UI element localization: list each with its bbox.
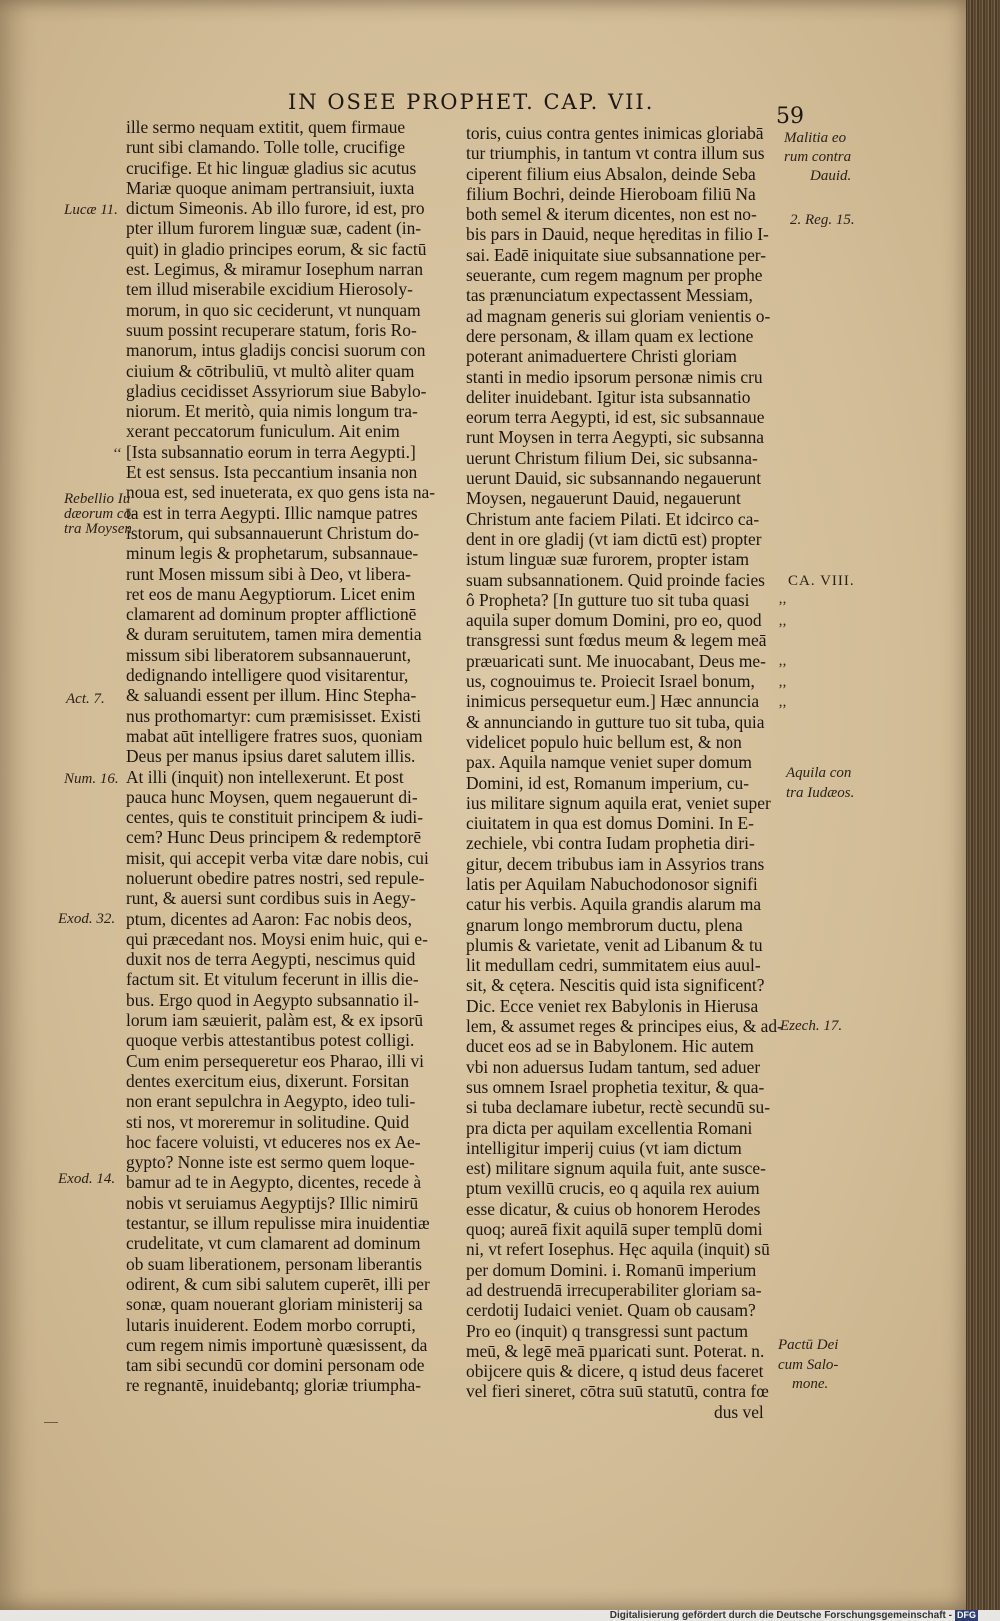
margin-note-line: Pactū Dei (778, 1337, 839, 1353)
text-line: runt Moysen in terra Aegypti, sic subsanna (466, 427, 765, 448)
text-line: gypto? Nonne iste est sermo quem loque- (126, 1152, 415, 1173)
text-line: qui præcedant nos. Moysi enim huic, qui e- (126, 928, 428, 949)
margin-note-aquila (786, 766, 854, 801)
text-line: niorum. Et meritò, quia nimis longum tra- (126, 401, 418, 422)
text-line: us, cognouimus te. Proiecit Israel bonum, (466, 671, 755, 692)
text-line: sonæ, quam nouerant gloriam ministerij sa (126, 1294, 423, 1315)
text-line: dere personam, & illam quam ex lectione (466, 325, 754, 346)
text-line: vbi non aduersus Iudam tantum, sed aduer (466, 1056, 761, 1077)
text-line: lutaris inuiderent. Eodem morbo corrupti, (126, 1314, 416, 1335)
text-line: pauca hunc Moysen, quem negauerunt di- (126, 786, 418, 807)
margin-note-line: tra Iudæos. (786, 785, 855, 801)
text-line: dus vel (714, 1401, 764, 1422)
text-line: centes, quis te constituit principem & iudi- (126, 807, 424, 828)
margin-note-malitia (784, 131, 851, 184)
text-line: runt, & auersi sunt cordibus suis in Aegy- (126, 888, 416, 909)
text-line: vel fieri sineret, cōtra suū statutū, contra fœ (466, 1381, 769, 1402)
text-line: tem illud miserabile excidium Hierosoly- (126, 279, 413, 300)
text-line: suam subsannationem. Quid proinde facies (466, 569, 765, 590)
text-line: poterant animaduertere Christi gloriam (466, 346, 737, 367)
text-line: Deus per manus ipsius daret salutem illis. (126, 746, 416, 767)
text-line: est. Legimus, & miramur Iosephum narran (126, 259, 424, 280)
text-line: runt sibi clamando. Tolle tolle, crucifige (126, 137, 406, 158)
margin-note-line: Num. 16. (64, 771, 119, 787)
text-line: manorum, intus gladijs concisi suorum con (126, 340, 426, 361)
text-line: Pro eo (inquit) q transgressi sunt pactum (466, 1320, 749, 1341)
text-line: ni, vt refert Iosephus. Hęc aquila (inquit) sū (466, 1239, 770, 1260)
margin-note-line: Ezech. 17. (780, 1018, 843, 1034)
running-title: IN OSEE PROPHET. CAP. VII. (288, 90, 655, 114)
margin-note-ezechiel (780, 1019, 842, 1034)
text-line: crudelitate, vt cum clamarent ad dominum (126, 1233, 421, 1254)
text-line: non erant sepulchra in Aegypto, ideo tuli- (126, 1091, 416, 1112)
text-line: bamur ad te in Aegypto, dicentes, recede à (126, 1172, 422, 1193)
margin-note-line: Malitia eo (784, 130, 847, 146)
text-line: toris, cuius contra gentes inimicas gloriabā (466, 123, 764, 143)
text-line: odirent, & cum sibi salutem cuperēt, illi per (126, 1273, 430, 1294)
text-line: ius militare signum aquila erat, veniet super (466, 792, 771, 813)
text-line: ad destruendā irrecuperabiliter gloriam sa- (466, 1279, 762, 1300)
margin-note-2-reg (790, 213, 855, 228)
text-line: lem, & assumet reges & principes eius, & ad- (466, 1016, 783, 1037)
text-line: gitur, decem tribubus iam in Assyrios trans (466, 853, 765, 874)
text-line: quit) in gladio principes eorum, & sic factū (126, 238, 427, 259)
text-line: Moysen, negauerunt Dauid, negauerunt (466, 488, 741, 509)
text-line: inimicus persequetur eum.] Hæc annuncia (466, 691, 760, 712)
margin-note-line: 2. Reg. 15. (790, 212, 855, 228)
text-line: At illi (inquit) non intellexerunt. Et post (126, 766, 404, 787)
text-line: ô Propheta? [In gutture tuo sit tuba quasi (466, 589, 750, 610)
quote-mark: ‘‘ (113, 446, 122, 462)
text-line: quoque verbis attestantibus potest colligi. (126, 1030, 415, 1051)
text-line: istum linguæ suæ furorem, propter istam (466, 549, 750, 570)
text-line: lorum iam sæuierit, palàm est, & ex ipsorū (126, 1010, 424, 1031)
margin-note-line: tra Moysen (64, 521, 132, 537)
text-line: cum regem nimis importunè quæsissent, da (126, 1334, 428, 1355)
margin-note-line: Exod. 14. (58, 1171, 116, 1187)
text-line: minum legis & prophetarum, subsannaue- (126, 543, 419, 564)
text-line: uerunt Dauid, sic subsannando negauerunt (466, 468, 762, 489)
text-line: ad magnam generis sui gloriam venientis o- (466, 305, 771, 326)
text-line: nobis vt seruiamus Aegyptijs? Illic nimirū (126, 1192, 419, 1213)
text-line: cem? Hunc Deus principem & redemptorē (126, 827, 422, 848)
text-line: ret eos de manu Aegyptiorum. Licet enim (126, 583, 416, 604)
margin-note-numbers (64, 772, 119, 787)
book-page-edges (966, 0, 1000, 1621)
text-line: testantur, se illum repulisse mira inuidentiæ (126, 1213, 430, 1234)
text-line: nus prothomartyr: cum præmisisset. Existi (126, 705, 422, 726)
margin-note-pactum (778, 1338, 838, 1392)
text-line: misit, qui accepit verba vitæ dare nobis, cui (126, 847, 429, 868)
text-line: sus omnem Israel prophetia texitur, & qua- (466, 1076, 765, 1097)
text-line: dent in ore gladij (vt iam dictū est) propter (466, 528, 762, 549)
text-line: ille sermo nequam extitit, quem firmaue (126, 117, 406, 137)
dfg-logo: DFG (957, 1610, 976, 1620)
text-line: & duram seruitutem, tamen mira dementia (126, 624, 422, 645)
text-line: Et est sensus. Ista peccantium insania non (126, 462, 418, 483)
text-line: stanti in medio ipsorum personæ nimis cru (466, 366, 763, 387)
text-line: est) militare signum aquila fuit, ante susce- (466, 1158, 766, 1179)
margin-rule (44, 1422, 58, 1423)
text-line: Cum enim persequeretur eos Pharao, illi vi (126, 1050, 424, 1071)
margin-note-luke (64, 203, 118, 218)
text-line: noluerunt obedire patres nostri, sed repule- (126, 867, 425, 888)
quote-mark: ’’ (778, 682, 787, 698)
text-line: Mariæ quoque animam pertransiuit, iuxta (126, 177, 415, 198)
text-line: latis per Aquilam Nabuchodonosor signifi (466, 873, 758, 894)
text-line: sit, & cętera. Nescitis quid ista significent? (466, 975, 765, 996)
text-line: catur his verbis. Aquila grandis alarum ma (466, 894, 762, 915)
margin-note-exodus-32 (58, 912, 115, 927)
text-line: per domum Domini. i. Romanū imperium (466, 1259, 757, 1280)
text-line: obijcere quis & dicere, q istud deus faceret (466, 1361, 764, 1382)
quote-mark: ’’ (778, 621, 787, 637)
text-line: gladius cecidisset Assyriorum siue Babylo- (126, 380, 427, 401)
text-line: Dic. Ecce veniet rex Babylonis in Hierusa (466, 995, 759, 1016)
text-line: pax. Aquila namque veniet super domum (466, 752, 752, 773)
text-line: tam sibi secundū cor domini personam ode (126, 1355, 425, 1376)
text-line: cerdotij Iudaici veniet. Quam ob causam? (466, 1300, 756, 1321)
quote-mark: ’’ (778, 599, 787, 615)
text-line: seuerante, cum regem magnum per prophe (466, 265, 763, 286)
text-line: bus. Ergo quod in Aegypto subsannatio il- (126, 989, 419, 1010)
text-line: plumis & varietate, venit ad Libanum & tu (466, 934, 763, 955)
text-line: Christum ante faciem Pilati. Et idcirco ca- (466, 508, 760, 529)
margin-note-rebellion (64, 492, 136, 537)
text-line: pra dicta per aquilam excellentia Romani (466, 1117, 753, 1138)
text-line: clamarent ad dominum propter afflictionē (126, 604, 417, 625)
text-line: mabat aūt intelligere fratres suos, quoniam (126, 725, 423, 746)
text-line: ducet eos ad se in Babylonem. Hic autem (466, 1036, 754, 1057)
text-line: aquila super domum Domini, pro eo, quod (466, 610, 762, 631)
text-line: gnarum longo membrorum ductu, plena (466, 914, 743, 935)
text-line: re regnantē, inuidebantq; gloriæ triumpha- (126, 1375, 422, 1396)
page-number: 59 (776, 104, 804, 129)
text-line: ob suam liberationem, personam liberantis (126, 1253, 423, 1274)
text-line: eorum terra Aegypti, id est, sic subsannaue (466, 407, 765, 428)
text-line: dictum Simeonis. Ab illo furore, id est, pro (126, 198, 425, 219)
text-line: [Ista subsannatio eorum in terra Aegypti.] (126, 441, 416, 462)
digitization-footer (0, 1610, 1000, 1621)
text-line: dedignando intelligere quod visitarentur, (126, 665, 409, 686)
text-line: morum, in quo sic ceciderunt, vt nunquam (126, 299, 421, 320)
margin-note-line: Act. 7. (66, 691, 105, 707)
text-line: esse dicatur, & cuius ob honorem Herodes (466, 1198, 761, 1219)
margin-note-line: CA. VIII. (788, 573, 855, 589)
text-line: crucifige. Et hic linguæ gladius sic acutus (126, 157, 417, 178)
text-line: duxit nos de terra Aegypti, nescimus quid (126, 949, 416, 970)
text-line: hoc facere voluisti, vt educeres nos ex Ae- (126, 1131, 421, 1152)
text-line: Domini, id est, Romanum imperium, cu- (466, 772, 750, 793)
text-line: ptum, dicentes ad Aaron: Fac nobis deos, (126, 908, 412, 929)
text-line: lit medullam cedri, summitatem eius auul- (466, 955, 761, 976)
text-line: istorum, qui subsannauerunt Christum do- (126, 522, 420, 543)
footer-credit (610, 1610, 978, 1621)
quote-mark: ’’ (778, 702, 787, 718)
margin-note-acts (66, 692, 105, 707)
text-line: sti nos, vt moreremur in solitudine. Quid (126, 1111, 410, 1132)
text-line: missum sibi liberatorem subsannauerunt, (126, 644, 411, 665)
text-line: meū, & legē meā pµaricati sunt. Poterat. n. (466, 1340, 765, 1361)
text-line: dentes exercitum eius, dixerunt. Forsitan (126, 1070, 410, 1091)
margin-note-exodus-14 (58, 1172, 115, 1187)
text-line: præuaricati sunt. Me inuocabant, Deus me- (466, 650, 766, 671)
margin-note-line: Lucæ 11. (64, 202, 118, 218)
text-line: videlicet populo huic bellum est, & non (466, 731, 742, 752)
quote-mark: ’’ (778, 661, 787, 677)
text-line: & annunciando in gutture tuo sit tuba, quia (466, 711, 765, 732)
text-line: ciuium & cōtribuliū, vt multò aliter quam (126, 360, 415, 381)
margin-note-line: Rebellio Iu (64, 491, 131, 507)
text-line: intelligitur imperij cuius (vt iam dictum (466, 1137, 742, 1158)
text-line: & saluandi essent per illum. Hinc Stepha- (126, 685, 417, 706)
footer-text: Digitalisierung gefördert durch die Deutsche Forschungsgemeinschaft - (609, 1610, 952, 1621)
margin-note-line: Dauid. (810, 168, 852, 184)
text-line: transgressi sunt fœdus meum & legem meā (466, 630, 767, 651)
text-line: zechiele, vbi contra Iudam prophetia diri- (466, 833, 755, 854)
text-line: factum sit. Et vitulum fecerunt in illis die- (126, 969, 419, 990)
text-line: ptum vexillū crucis, eo q aquila rex auium (466, 1178, 760, 1199)
text-line: sai. Eadē iniquitate siue subsannatione per- (466, 244, 767, 265)
text-line: bis pars in Dauid, neque hęreditas in filio I- (466, 224, 769, 245)
margin-note-line: dæorum cō- (64, 506, 137, 522)
text-line: both semel & iterum dicentes, non est no- (466, 204, 757, 225)
text-line: suum possint recuperare statum, foris Ro- (126, 319, 417, 340)
text-line: uerunt Christum filium Dei, sic subsanna- (466, 447, 758, 468)
margin-note-line: Exod. 32. (58, 911, 116, 927)
margin-note-line: cum Salo- (778, 1357, 839, 1373)
text-line: filium Bochri, deinde Hieroboam filiū Na (466, 183, 756, 204)
text-line: xerant peccatorum funiculum. Ait enim (126, 421, 400, 442)
text-line: tur triumphis, in tantum vt contra illum sus (466, 143, 765, 164)
left-text-column (126, 117, 448, 1396)
text-line: noua est, sed inueterata, ex quo gens ista na- (126, 482, 436, 503)
text-line: quoq; aureā fixit aquilā super templū domi (466, 1219, 763, 1240)
text-line: ciperent filium eius Absalon, deinde Seba (466, 163, 756, 184)
text-line: ta est in terra Aegypti. Illic namque patres (126, 502, 418, 523)
margin-note-line: mone. (792, 1376, 829, 1392)
margin-note-line: Aquila con (786, 765, 852, 781)
text-line: tas prænunciatum expectassent Messiam, (466, 285, 753, 306)
text-line: si tuba declamare iubetur, rectè secundū su- (466, 1097, 770, 1118)
text-line: deliter inuidebant. Igitur ista subsannatio (466, 386, 751, 407)
margin-note-line: rum contra (784, 149, 852, 165)
text-line: ciuitatem in qua est domus Domini. In E- (466, 813, 754, 834)
right-text-column (466, 123, 783, 1422)
text-line: pter illum furorem linguæ suæ, cadent (in- (126, 218, 422, 239)
text-line: runt Mosen missum sibi à Deo, vt libera- (126, 563, 411, 584)
chapter-marker (788, 574, 855, 589)
